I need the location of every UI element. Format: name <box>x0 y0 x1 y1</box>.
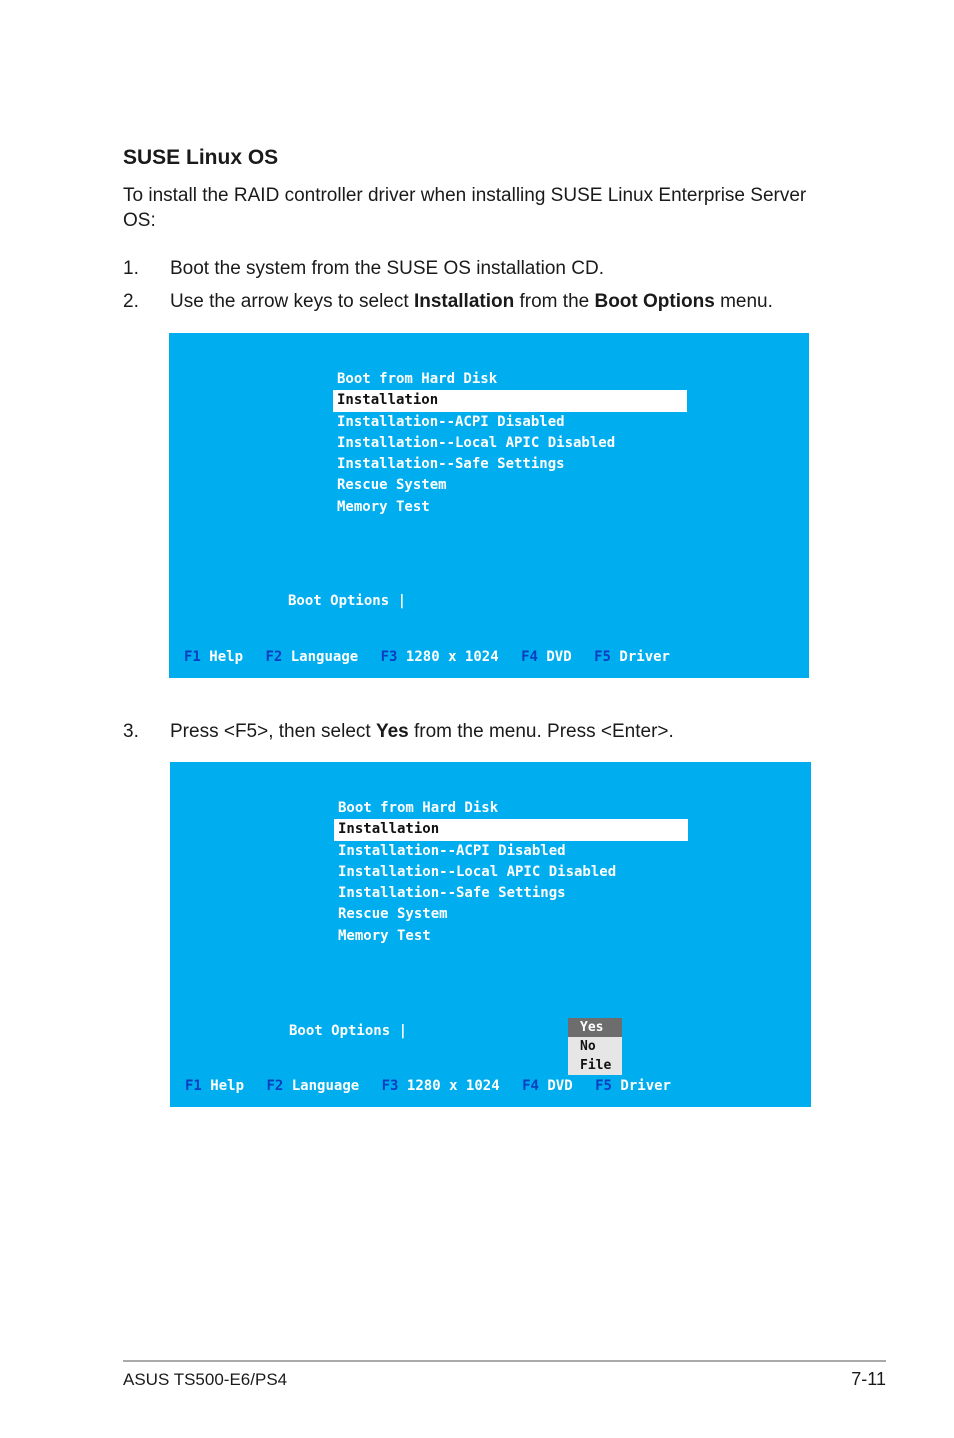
fkey-label: DVD <box>547 1078 573 1094</box>
boot-menu-item[interactable]: Boot from Hard Disk <box>338 800 499 816</box>
intro-paragraph: To install the RAID controller driver when installing SUSE Linux Enterprise Server OS: <box>123 185 807 231</box>
section-title: SUSE Linux OS <box>123 146 279 169</box>
step-text: Press <F5>, then select <box>170 721 376 742</box>
boot-menu-item[interactable]: Installation--ACPI Disabled <box>338 842 566 859</box>
boot-menu-item-selected[interactable]: Installation <box>333 390 687 411</box>
fkey-label: Driver <box>619 649 670 665</box>
boot-menu-item[interactable]: Installation--Safe Settings <box>338 885 566 902</box>
driver-option[interactable]: No <box>580 1039 596 1054</box>
step-bold-boot-options: Boot Options <box>594 291 715 312</box>
step-1 <box>123 256 604 281</box>
fkey-f4[interactable]: F4 <box>521 649 538 665</box>
step-text: from the menu. Press <Enter>. <box>408 721 674 742</box>
driver-option[interactable]: File <box>580 1058 612 1073</box>
boot-menu-item[interactable]: Installation--ACPI Disabled <box>337 413 565 430</box>
fkey-f1[interactable]: F1 <box>184 649 201 665</box>
fkey-label: Language <box>290 649 359 665</box>
boot-menu-item[interactable]: Rescue System <box>338 906 448 923</box>
fkey-f2[interactable]: F2 <box>266 1078 284 1094</box>
boot-menu-item[interactable]: Memory Test <box>338 927 431 944</box>
step-text: Boot the system from the SUSE OS installation CD. <box>170 258 605 279</box>
boot-menu-item[interactable]: Installation--Safe Settings <box>337 456 565 473</box>
fkey-label: Language <box>291 1078 360 1094</box>
driver-option-selected[interactable]: Yes <box>568 1018 622 1037</box>
fkey-f3[interactable]: F3 <box>381 1078 399 1094</box>
fkey-label: Help <box>210 1078 245 1094</box>
boot-options-input[interactable]: Boot Options | <box>289 1023 408 1039</box>
step-text: Use the arrow keys to select <box>170 291 414 312</box>
function-key-bar <box>184 649 684 665</box>
fkey-label: 1280 x 1024 <box>405 649 499 665</box>
boot-menu-item[interactable]: Boot from Hard Disk <box>337 371 498 387</box>
page-number: 7-11 <box>851 1369 886 1389</box>
fkey-label: DVD <box>546 649 572 665</box>
step-2 <box>123 289 773 314</box>
fkey-label: 1280 x 1024 <box>406 1078 500 1094</box>
step-bold-installation: Installation <box>413 291 515 312</box>
fkey-f3[interactable]: F3 <box>380 649 398 665</box>
boot-menu-item-selected[interactable]: Installation <box>334 819 688 840</box>
driver-popup <box>568 1018 622 1075</box>
step-3 <box>123 719 674 744</box>
fkey-label: Help <box>209 649 244 665</box>
boot-screen-1 <box>169 333 809 678</box>
step-number: 1. <box>123 258 139 279</box>
boot-menu-item[interactable]: Installation--Local APIC Disabled <box>337 434 616 451</box>
step-bold-yes: Yes <box>375 721 409 742</box>
fkey-f5[interactable]: F5 <box>595 1078 612 1094</box>
footer-product: ASUS TS500-E6/PS4 <box>123 1370 288 1389</box>
fkey-f1[interactable]: F1 <box>185 1078 202 1094</box>
step-number: 2. <box>123 291 139 312</box>
boot-menu <box>334 798 688 947</box>
boot-menu-item[interactable]: Memory Test <box>337 498 430 515</box>
step-text: menu. <box>714 291 773 312</box>
footer-divider <box>123 1360 886 1362</box>
fkey-f2[interactable]: F2 <box>265 649 283 665</box>
boot-menu-item[interactable]: Installation--Local APIC Disabled <box>338 863 617 880</box>
step-number: 3. <box>123 721 139 742</box>
fkey-f5[interactable]: F5 <box>594 649 611 665</box>
fkey-label: Driver <box>620 1078 671 1094</box>
function-key-bar <box>185 1078 685 1094</box>
boot-screen-2 <box>170 762 811 1107</box>
step-text: from the <box>514 291 595 312</box>
fkey-f4[interactable]: F4 <box>522 1078 539 1094</box>
boot-options-input[interactable]: Boot Options | <box>288 593 407 609</box>
boot-menu-item[interactable]: Rescue System <box>337 477 447 494</box>
boot-menu <box>333 369 687 518</box>
